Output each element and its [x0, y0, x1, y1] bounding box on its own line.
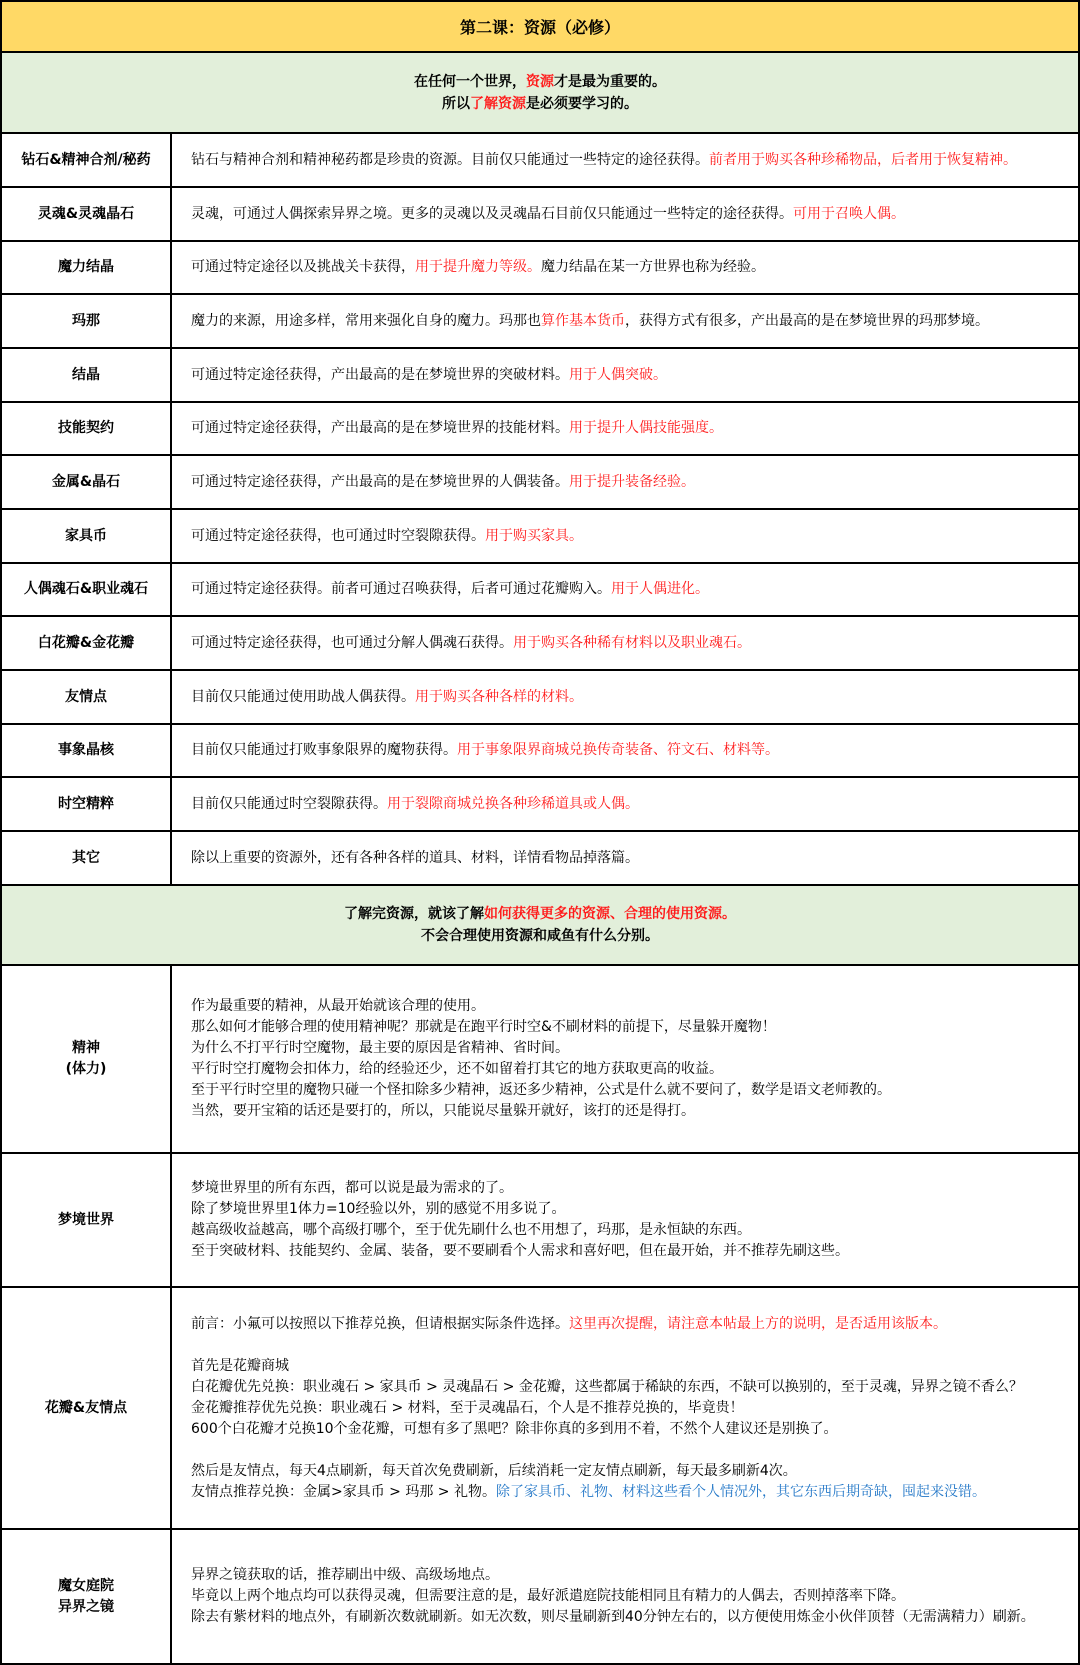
text-segment: 除了梦境世界里1体力=10经验以外，别的感觉不用多说了。	[191, 1201, 566, 1217]
text-segment: 友情点推荐兑换：金属>家具币 > 玛那 > 礼物。	[191, 1483, 496, 1500]
guide-topic-line: 花瓣&友情点	[44, 1399, 128, 1416]
guide-topic	[2, 1154, 172, 1286]
guide-line	[191, 1178, 1072, 1199]
resource-name: 钻石&精神合剂/秘药	[2, 134, 172, 186]
resource-description	[172, 778, 1078, 830]
text-segment: 钻石与精神合剂和精神秘药都是珍贵的资源。目前仅只能通过一些特定的途径获得。	[191, 151, 709, 168]
guide-topic	[2, 1288, 172, 1528]
red-highlight-text: 可用于召唤人偶。	[793, 205, 905, 222]
resource-name: 结晶	[2, 349, 172, 401]
description-line	[191, 150, 1072, 171]
guide-topic-line: 梦境世界	[58, 1211, 114, 1228]
text-segment: 白花瓣优先兑换：职业魂石 > 家具币 > 灵魂晶石 > 金花瓣，这些都属于稀缺的东西，不缺可以换别的，至于灵魂，异界之镜不香么？	[191, 1378, 1023, 1395]
guide-description	[172, 1288, 1078, 1528]
description-line	[191, 848, 1072, 869]
text-segment: 除去有紫材料的地点外，有刷新次数就刷新。如无次数，则尽量刷新到40分钟左右的，以方便使用炼金小伙伴顶替（无需满精力）刷新。	[191, 1609, 1035, 1625]
text-segment: 了解完资源，就该了解	[344, 906, 484, 922]
guide-line	[191, 1419, 1072, 1440]
usage-banner	[2, 886, 1078, 966]
guide-line	[191, 1607, 1072, 1628]
resource-description	[172, 134, 1078, 186]
guide-row	[2, 1154, 1078, 1288]
resource-description	[172, 188, 1078, 240]
resource-row	[2, 403, 1078, 456]
guide-line	[191, 1565, 1072, 1586]
resource-row	[2, 778, 1078, 832]
guide-line	[191, 1101, 1072, 1122]
text-segment: 可通过特定途径获得，也可通过分解人偶魂石获得。	[191, 634, 513, 651]
resource-description	[172, 671, 1078, 723]
text-segment: ，获得方式有很多，产出最高的是在梦境世界的玛那梦境。	[625, 312, 989, 329]
guide-topic	[2, 966, 172, 1152]
guide-line	[191, 1241, 1072, 1262]
resource-description	[172, 403, 1078, 454]
resource-name: 时空精粹	[2, 778, 172, 830]
resource-name: 金属&晶石	[2, 456, 172, 508]
resource-name: 技能契约	[2, 403, 172, 454]
resource-row	[2, 832, 1078, 886]
description-line	[191, 740, 1072, 761]
text-segment: 魔力结晶在某一方世界也称为经验。	[541, 259, 765, 275]
guide-line	[191, 1017, 1072, 1038]
text-segment: 异界之镜获取的话，推荐刷出中级、高级场地点。	[191, 1567, 499, 1583]
guide-topic-line: 异界之镜	[58, 1598, 114, 1615]
intro-line	[414, 71, 666, 93]
guide-topic-line: 精神	[72, 1040, 100, 1056]
description-line	[191, 257, 1072, 278]
resource-description	[172, 617, 1078, 669]
resource-description	[172, 242, 1078, 293]
text-segment: 目前仅只能通过打败事象限界的魔物获得。	[191, 742, 457, 758]
red-highlight-text: 资源	[526, 73, 554, 90]
text-segment: 可通过特定途径获得，产出最高的是在梦境世界的突破材料。	[191, 366, 569, 383]
text-segment: 至于突破材料、技能契约、金属、装备，要不要刷看个人需求和喜好吧，但在最开始，并不推荐先刷这些。	[191, 1243, 849, 1259]
resource-row	[2, 242, 1078, 295]
text-segment: 目前仅只能通过使用助战人偶获得。	[191, 688, 415, 705]
resource-name: 魔力结晶	[2, 242, 172, 293]
guide-line	[191, 1461, 1072, 1482]
description-line	[191, 365, 1072, 386]
text-segment: 梦境世界里的所有东西，都可以说是最为需求的了。	[191, 1180, 513, 1196]
text-segment: 为什么不打平行时空魔物，最主要的原因是省精神、省时间。	[191, 1040, 569, 1056]
guide-row	[2, 966, 1078, 1154]
resource-row	[2, 134, 1078, 188]
resource-name: 其它	[2, 832, 172, 884]
resource-description	[172, 725, 1078, 776]
blank-line	[191, 1335, 1072, 1356]
guide-line	[191, 1356, 1072, 1377]
intro-banner	[2, 53, 1078, 134]
blank-line	[191, 1440, 1072, 1461]
guide-description	[172, 966, 1078, 1152]
guide-topic	[2, 1530, 172, 1663]
resource-name: 家具币	[2, 510, 172, 562]
red-highlight-text: 用于购买家具。	[485, 527, 583, 544]
resource-name: 友情点	[2, 671, 172, 723]
text-segment: 不会合理使用资源和咸鱼有什么分别。	[421, 928, 659, 944]
red-highlight-text: 如何获得更多的资源、合理的使用资源。	[484, 906, 736, 922]
guide-row	[2, 1288, 1078, 1530]
guide-line	[191, 1314, 1072, 1335]
red-highlight-text: 用于提升人偶技能强度。	[569, 420, 723, 436]
intro-line	[442, 93, 638, 115]
resource-name: 玛那	[2, 295, 172, 347]
guide-line	[191, 1199, 1072, 1220]
red-highlight-text: 用于购买各种稀有材料以及职业魂石。	[513, 634, 751, 651]
text-segment: 目前仅只能通过时空裂隙获得。	[191, 795, 387, 812]
red-highlight-text: 了解资源	[470, 95, 526, 112]
resource-row	[2, 349, 1078, 403]
red-highlight-text: 用于人偶突破。	[569, 366, 667, 383]
red-highlight-text: 用于提升装备经验。	[569, 473, 695, 490]
red-highlight-text: 算作基本货币	[541, 312, 625, 329]
guide-line	[191, 1586, 1072, 1607]
red-highlight-text: 前者用于购买各种珍稀物品，后者用于恢复精神。	[709, 151, 1017, 168]
resource-description	[172, 295, 1078, 347]
resource-row	[2, 295, 1078, 349]
guide-row	[2, 1530, 1078, 1665]
red-highlight-text: 用于事象限界商城兑换传奇装备、符文石、材料等。	[457, 742, 779, 758]
guide-line	[191, 1398, 1072, 1419]
resource-description	[172, 456, 1078, 508]
usage-guide-table	[2, 966, 1078, 1665]
description-line	[191, 687, 1072, 708]
guide-description	[172, 1530, 1078, 1663]
description-line	[191, 526, 1072, 547]
description-line	[191, 794, 1072, 815]
guide-topic-line: 魔女庭院	[58, 1577, 114, 1594]
guide-topic-line: (体力)	[65, 1061, 107, 1077]
text-segment: 至于平行时空里的魔物只碰一个怪扣除多少精神，返还多少精神，公式是什么就不要问了，数学是语文老师教的。	[191, 1082, 891, 1098]
resource-description	[172, 349, 1078, 401]
text-segment: 首先是花瓣商城	[191, 1357, 289, 1374]
red-highlight-text: 用于人偶进化。	[611, 581, 709, 597]
resource-row	[2, 564, 1078, 617]
text-segment: 才是最为重要的。	[554, 73, 666, 90]
guide-line	[191, 1482, 1072, 1503]
lesson-title-bar	[2, 2, 1078, 53]
red-highlight-text: 用于提升魔力等级。	[415, 259, 541, 275]
resource-description	[172, 832, 1078, 884]
usage-line	[344, 903, 736, 925]
guide-line	[191, 1220, 1072, 1241]
guide-line	[191, 1377, 1072, 1398]
description-line	[191, 579, 1072, 600]
text-segment: 毕竟以上两个地点均可以获得灵魂，但需要注意的是，最好派遣庭院技能相同且有精力的人偶去，否则掉落率下降。	[191, 1588, 905, 1604]
text-segment: 可通过特定途径获得，产出最高的是在梦境世界的技能材料。	[191, 420, 569, 436]
resource-name: 事象晶核	[2, 725, 172, 776]
resource-row	[2, 671, 1078, 725]
resource-description	[172, 510, 1078, 562]
description-line	[191, 311, 1072, 332]
guide-line	[191, 1059, 1072, 1080]
usage-line	[421, 925, 659, 947]
resource-name: 人偶魂石&职业魂石	[2, 564, 172, 615]
resource-description	[172, 564, 1078, 615]
guide-description	[172, 1154, 1078, 1286]
text-segment: 灵魂，可通过人偶探索异界之境。更多的灵魂以及灵魂晶石目前仅只能通过一些特定的途径获得。	[191, 205, 793, 222]
text-segment: 魔力的来源，用途多样，常用来强化自身的魔力。玛那也	[191, 312, 541, 329]
text-segment: 在任何一个世界，	[414, 73, 526, 90]
red-highlight-text: 用于购买各种各样的材料。	[415, 688, 583, 705]
guide-line	[191, 1038, 1072, 1059]
text-segment: 平行时空打魔物会扣体力，给的经验还少，还不如留着打其它的地方获取更高的收益。	[191, 1061, 723, 1077]
text-segment: 当然，要开宝箱的话还是要打的，所以，只能说尽量躲开就好，该打的还是得打。	[191, 1103, 695, 1119]
resource-row	[2, 456, 1078, 510]
text-segment: 可通过特定途径获得，也可通过时空裂隙获得。	[191, 527, 485, 544]
text-segment: 越高级收益越高，哪个高级打哪个，至于优先刷什么也不用想了，玛那，是永恒缺的东西。	[191, 1222, 751, 1238]
text-segment: 作为最重要的精神，从最开始就该合理的使用。	[191, 998, 485, 1014]
text-segment: 金花瓣推荐优先兑换：职业魂石 > 材料，至于灵魂晶石，个人是不推荐兑换的，毕竟贵！	[191, 1399, 744, 1416]
text-segment: 然后是友情点，每天4点刷新，每天首次免费刷新，后续消耗一定友情点刷新，每天最多刷新4次。	[191, 1462, 797, 1479]
resource-row	[2, 617, 1078, 671]
description-line	[191, 633, 1072, 654]
red-highlight-text: 用于裂隙商城兑换各种珍稀道具或人偶。	[387, 795, 639, 812]
text-segment: 可通过特定途径以及挑战关卡获得，	[191, 259, 415, 275]
resource-row	[2, 510, 1078, 564]
description-line	[191, 472, 1072, 493]
resource-row	[2, 188, 1078, 242]
text-segment: 可通过特定途径获得，产出最高的是在梦境世界的人偶装备。	[191, 473, 569, 490]
text-segment: 可通过特定途径获得。前者可通过召唤获得，后者可通过花瓣购入。	[191, 581, 611, 597]
red-highlight-text: 这里再次提醒，请注意本帖最上方的说明，是否适用该版本。	[569, 1315, 947, 1332]
guide-line	[191, 996, 1072, 1017]
resource-table	[2, 134, 1078, 886]
lesson-title: 第二课：资源（必修）	[459, 18, 620, 37]
description-line	[191, 418, 1072, 439]
text-segment: 前言：小氟可以按照以下推荐兑换，但请根据实际条件选择。	[191, 1315, 569, 1332]
text-segment: 除以上重要的资源外，还有各种各样的道具、材料，详情看物品掉落篇。	[191, 849, 639, 866]
resource-name: 灵魂&灵魂晶石	[2, 188, 172, 240]
resource-name: 白花瓣&金花瓣	[2, 617, 172, 669]
text-segment: 那么如何才能够合理的使用精神呢？那就是在跑平行时空&不刷材料的前提下，尽量躲开魔物！	[191, 1019, 776, 1035]
resource-row	[2, 725, 1078, 778]
text-segment: 是必须要学习的。	[526, 95, 638, 112]
text-segment: 600个白花瓣才兑换10个金花瓣，可想有多了黑吧？除非你真的多到用不着，不然个人建议还是别换了。	[191, 1420, 838, 1437]
text-segment: 所以	[442, 95, 470, 112]
guide-line	[191, 1080, 1072, 1101]
description-line	[191, 204, 1072, 225]
blue-highlight-text: 除了家具币、礼物、材料这些看个人情况外，其它东西后期奇缺，囤起来没错。	[496, 1483, 986, 1500]
